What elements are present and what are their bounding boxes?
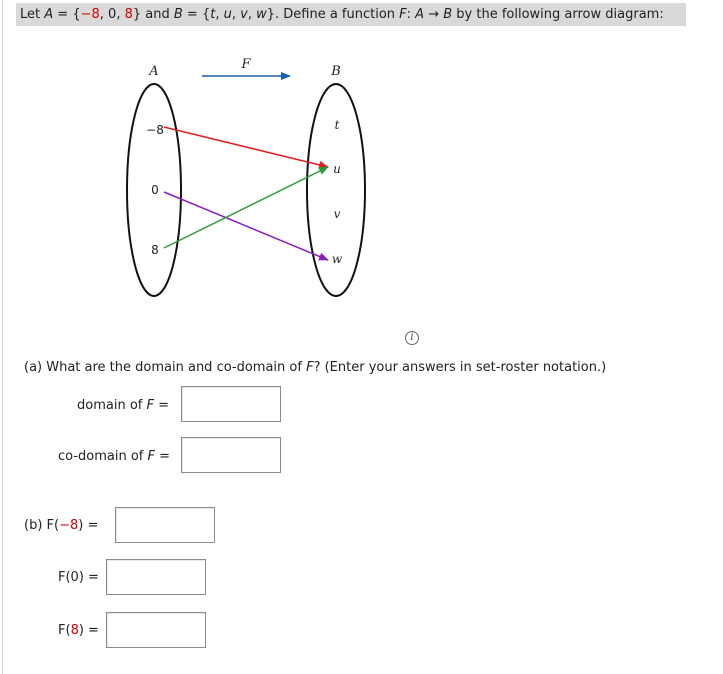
a-element-0: 0	[151, 183, 159, 197]
text: by the following arrow diagram:	[452, 7, 664, 22]
function-symbol: F	[147, 449, 155, 464]
function-label: F	[241, 57, 251, 72]
text: }. Define a function	[266, 7, 400, 22]
text: ,	[116, 7, 125, 22]
function-symbol: F	[146, 398, 154, 413]
b-element-t: t	[334, 118, 340, 132]
maps-to-arrow: →	[424, 7, 444, 22]
mapping-arrow-neg8-to-u	[164, 127, 328, 167]
element-8: 8	[124, 7, 133, 22]
text: F(	[58, 623, 71, 638]
mapping-arrow-0-to-w	[164, 192, 328, 260]
text: Let	[20, 7, 45, 22]
element-w: w	[256, 7, 267, 22]
text: ) =	[78, 518, 99, 533]
question-b-text: (b)	[24, 518, 47, 533]
codomain-label	[58, 449, 170, 464]
question-b-f-neg8-label	[24, 518, 98, 533]
set-a-symbol: A	[44, 7, 54, 22]
function-symbol: F	[306, 360, 314, 375]
set-a-label: A	[149, 64, 159, 79]
text: =	[155, 449, 171, 464]
text: F(	[46, 518, 60, 533]
f-neg8-input[interactable]	[115, 507, 215, 543]
text: ,	[99, 7, 109, 22]
a-element-neg8: −8	[146, 123, 164, 137]
set-b-symbol: B	[173, 7, 183, 22]
a-element-8: 8	[151, 243, 159, 257]
mapping-arrow-8-to-u	[164, 167, 328, 248]
f-8-label	[58, 623, 99, 638]
f-0-input[interactable]	[106, 559, 206, 595]
question-a	[24, 360, 606, 375]
domain-label	[77, 398, 169, 413]
element-v: v	[240, 7, 248, 22]
b-element-v: v	[333, 207, 341, 221]
text: = {	[53, 7, 81, 22]
set-b-label: B	[331, 64, 341, 79]
text: :	[406, 7, 416, 22]
text: ,	[247, 7, 257, 22]
set-b-symbol: B	[443, 7, 453, 22]
question-a-text: (a) What are the domain and co-domain of	[24, 360, 307, 375]
codomain-input[interactable]	[181, 437, 281, 473]
text: ,	[231, 7, 241, 22]
text: ) =	[78, 623, 99, 638]
element-0: 0	[108, 7, 117, 22]
function-symbol: F	[399, 7, 407, 22]
f-8-input[interactable]	[106, 612, 206, 648]
element-t: t	[210, 7, 216, 22]
b-element-w: w	[331, 252, 343, 266]
element-u: u	[223, 7, 232, 22]
f-0-label: F(0) =	[58, 570, 99, 585]
argument-8: 8	[70, 623, 79, 638]
text: } and	[132, 7, 174, 22]
text: = {	[182, 7, 211, 22]
element-neg8: −8	[80, 7, 100, 22]
info-icon[interactable]: i	[405, 331, 419, 345]
question-a-text: ? (Enter your answers in set-roster notation.)	[313, 360, 607, 375]
set-a-symbol: A	[415, 7, 425, 22]
text: ,	[215, 7, 224, 22]
domain-input[interactable]	[181, 386, 281, 422]
argument-neg8: −8	[59, 518, 79, 533]
text: domain of	[77, 398, 147, 413]
text: =	[153, 398, 169, 413]
text: co-domain of	[58, 449, 148, 464]
b-element-u: u	[333, 162, 341, 176]
